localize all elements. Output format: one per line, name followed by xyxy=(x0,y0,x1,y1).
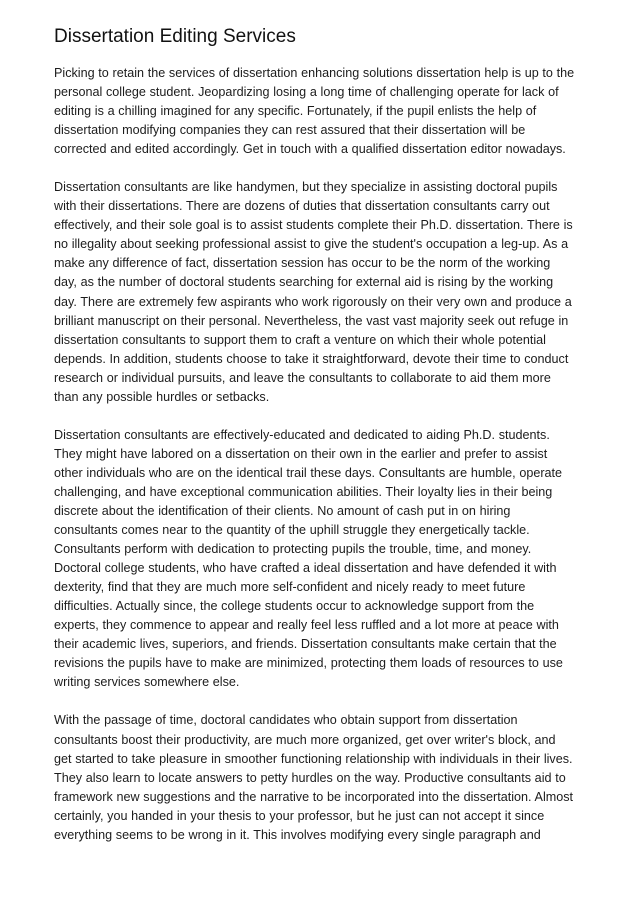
text-line: with their dissertations. There are dozens of duties that dissertation consultants carry out xyxy=(54,199,550,214)
text-line: experts, they commence to appear and really feel less ruffled and a lot more at peace with xyxy=(54,618,559,633)
text-line: get started to take pleasure in smoother functioning relationship with individuals in their lives. xyxy=(54,751,573,766)
paragraph-4 xyxy=(54,711,598,844)
text-line: no illegality about seeking professional assist to give the student's occupation a leg-up. As a xyxy=(54,237,569,252)
text-line: their academic lives, superiors, and friends. Dissertation consultants make certain that the xyxy=(54,637,557,652)
text-line: corrected and edited accordingly. Get in touch with a qualified dissertation editor nowadays. xyxy=(54,142,566,157)
text-line: editing is a chilling imagined for any specific. Fortunately, if the pupil enlists the help of xyxy=(54,104,537,119)
text-line: Consultants perform with dedication to protecting pupils the trouble, time, and money. xyxy=(54,542,532,557)
paragraph-3 xyxy=(54,426,598,693)
text-line: writing services somewhere else. xyxy=(54,675,240,690)
text-line: With the passage of time, doctoral candidates who obtain support from dissertation xyxy=(54,713,518,728)
text-line: everything seems to be wrong in it. This involves modifying every single paragraph and xyxy=(54,827,541,842)
text-line: make any difference of fact, dissertation session has occur to be the norm of the working xyxy=(54,256,551,271)
text-line: day, as the number of doctoral students searching for external aid is rising by the working xyxy=(54,275,554,290)
text-line: revisions the pupils have to make are minimized, protecting them loads of resources to use xyxy=(54,656,563,671)
text-line: difficulties. Actually since, the college students occur to acknowledge support from the xyxy=(54,599,535,614)
text-line: depends. In addition, students choose to take it straightforward, devote their time to conduct xyxy=(54,351,569,366)
text-line: personal college student. Jeopardizing losing a long time of challenging operate for lack of xyxy=(54,85,559,100)
text-line: Doctoral college students, who have crafted a ideal dissertation and have defended it with xyxy=(54,561,557,576)
text-line: dissertation modifying companies they can rest assured that their dissertation will be xyxy=(54,123,526,138)
text-line: framework new suggestions and the narrative to be incorporated into the dissertation. Almost xyxy=(54,789,574,804)
text-line: research or individual pursuits, and leave the consultants to collaborate to aid them more xyxy=(54,370,551,385)
text-line: brilliant manuscript on their personal. Nevertheless, the vast vast majority seek out refuge in xyxy=(54,313,569,328)
text-line: dexterity, find that they are much more self-confident and nicely ready to meet future xyxy=(54,580,526,595)
text-line: They might have labored on a dissertation on their own in the earlier and prefer to assist xyxy=(54,446,548,461)
text-line: certainly, you handed in your thesis to your professor, but he just can not accept it since xyxy=(54,808,545,823)
text-line: They also learn to locate answers to petty hurdles on the way. Productive consultants aid to xyxy=(54,770,566,785)
text-line: effectively, and their sole goal is to assist students complete their Ph.D. dissertation. There is xyxy=(54,218,573,233)
text-line: Picking to retain the services of dissertation enhancing solutions dissertation help is up to the xyxy=(54,66,575,80)
text-line: consultants boost their productivity, are much more organized, get over writer's block, and xyxy=(54,732,556,747)
text-line: day. There are extremely few aspirants who work rigorously on their very own and produce a xyxy=(54,294,572,309)
paragraph-1 xyxy=(54,64,598,159)
paragraph-2 xyxy=(54,178,598,407)
text-line: than any possible hurdles or setbacks. xyxy=(54,389,270,404)
text-line: consultants comes near to the quantity of the uphill struggle they energetically tackle. xyxy=(54,523,530,538)
text-line: discrete about the identification of their clients. No amount of cash put in on hiring xyxy=(54,503,511,518)
text-line: Dissertation consultants are like handymen, but they specialize in assisting doctoral pupils xyxy=(54,180,558,195)
document-title: Dissertation Editing Services xyxy=(54,26,296,47)
text-line: dissertation consultants to support them to craft a venture on which their whole potential xyxy=(54,332,546,347)
text-line: Dissertation consultants are effectively-educated and dedicated to aiding Ph.D. students. xyxy=(54,427,550,442)
text-line: other individuals who are on the identical trail these days. Consultants are humble, operate xyxy=(54,465,563,480)
text-line: challenging, and have exceptional communication abilities. Their loyalty lies in their being xyxy=(54,484,553,499)
